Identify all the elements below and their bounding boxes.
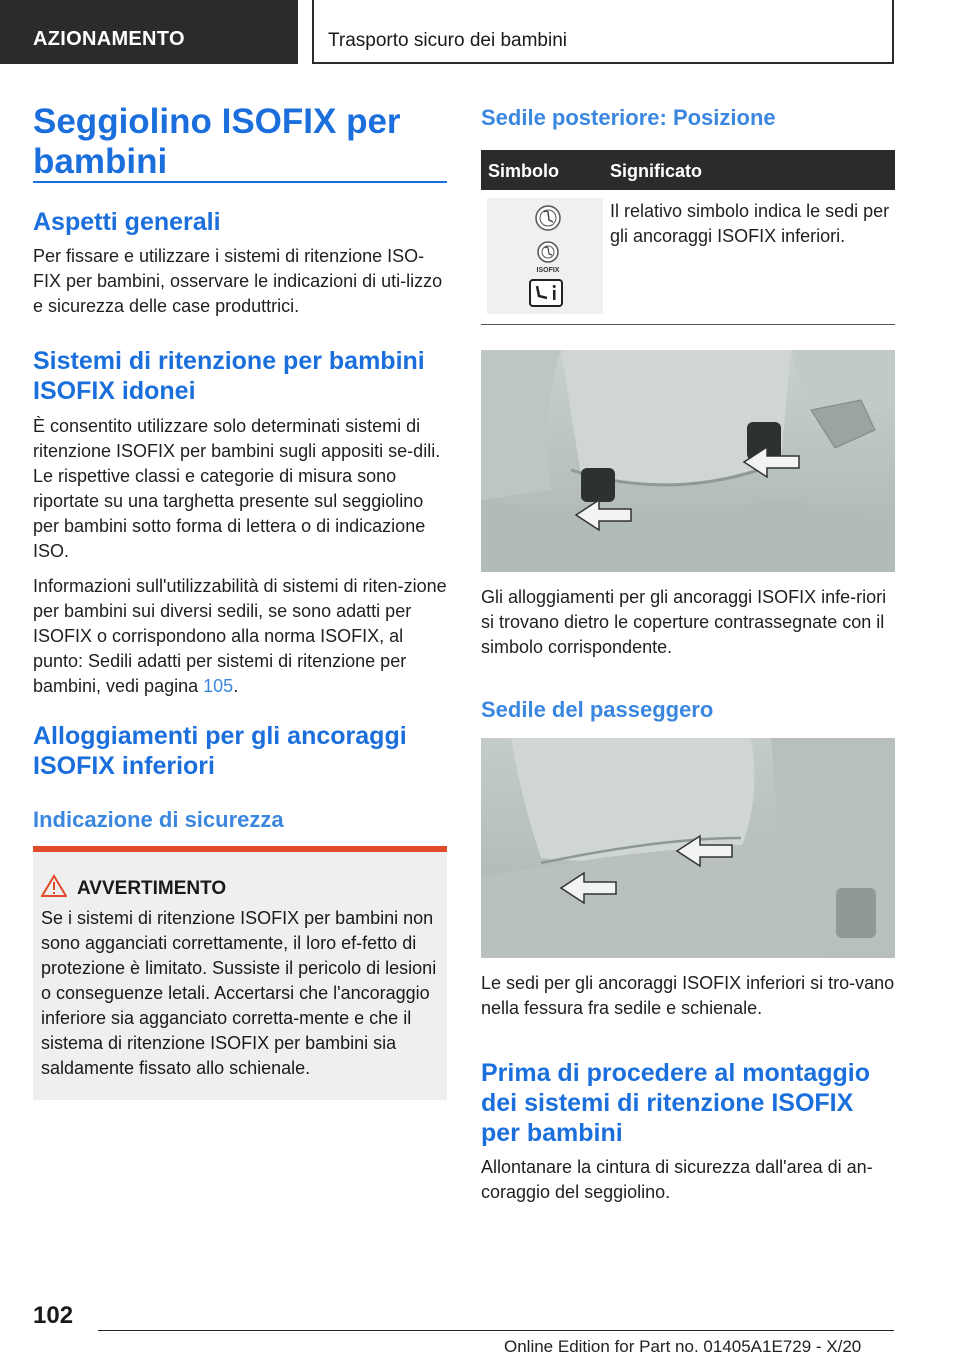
page-number: 102 bbox=[33, 1302, 74, 1329]
paragraph-sistemi-2 bbox=[33, 574, 447, 699]
page-reference-link[interactable]: 105 bbox=[203, 676, 234, 696]
heading-sistemi-idonei: Sistemi di ritenzione per bambini ISOFIX idonei bbox=[33, 347, 425, 405]
photo-passenger-seat bbox=[481, 738, 895, 958]
heading-sedile-posteriore: Sedile posteriore: Posizione bbox=[481, 105, 776, 130]
heading-sedile-passeggero: Sedile del passeggero bbox=[481, 697, 714, 722]
paragraph-sistemi-2-text: Informazioni sull'utilizzabilità di sistemi di riten-zione per bambini sui diversi sedili, se sono adatti per ISOFIX o corrispondono alla norma ISOFIX, al punto: Sedili adatti per sistemi di ritenzione per bambini, vedi pagina bbox=[33, 576, 447, 696]
header-chapter bbox=[312, 0, 894, 64]
warning-box bbox=[33, 846, 447, 1100]
isofix-label: ISOFIX bbox=[536, 267, 560, 274]
heading-aspetti-generali: Aspetti generali bbox=[33, 208, 221, 236]
table-row-meaning: Il relativo simbolo indica le sedi per gli ancoraggi ISOFIX inferiori. bbox=[610, 201, 890, 246]
paragraph-posteriore: Gli alloggiamenti per gli ancoraggi ISOFIX infe-riori si trovano dietro le coperture contrassegnate con il simbolo corrispondente. bbox=[481, 587, 887, 657]
table-col-symbol: Simbolo bbox=[488, 161, 559, 181]
header-section-label: AZIONAMENTO bbox=[33, 28, 185, 50]
title-divider bbox=[33, 181, 447, 183]
heading-prima-montaggio: Prima di procedere al montaggio dei sistemi di ritenzione ISOFIX per bambini bbox=[481, 1059, 870, 1147]
footer-edition: Online Edition for Part no. 01405A1E729 - X/20 bbox=[504, 1337, 862, 1356]
photo-rear-seat bbox=[481, 350, 895, 572]
paragraph-generali: Per fissare e utilizzare i sistemi di ritenzione ISO-FIX per bambini, osservare le indicazioni di uti-lizzo e sicurezza delle case produttrici. bbox=[33, 246, 443, 316]
warning-title: AVVERTIMENTO bbox=[77, 878, 227, 899]
page-title: Seggiolino ISOFIX per bambini bbox=[33, 102, 401, 181]
heading-alloggiamenti: Alloggiamenti per gli ancoraggi ISOFIX inferiori bbox=[33, 722, 407, 780]
paragraph-passeggero: Le sedi per gli ancoraggi ISOFIX inferiori si tro-vano nella fessura fra sedile e schienale. bbox=[481, 973, 895, 1018]
paragraph-sistemi-2-period: . bbox=[233, 676, 239, 696]
header-chapter-label: Trasporto sicuro dei bambini bbox=[328, 30, 568, 51]
warning-triangle-icon bbox=[41, 874, 67, 898]
table-header bbox=[481, 150, 895, 190]
isofix-symbols bbox=[487, 198, 603, 314]
table-col-meaning: Significato bbox=[610, 161, 703, 181]
paragraph-sistemi-1: È consentito utilizzare solo determinati sistemi di ritenzione ISOFIX per bambini sugli appositi se-dili. Le rispettive classi e categorie di misura sono riportate su una targhetta presente sul seggiolino per bambini sotto forma di lettera o di indicazione ISO. bbox=[33, 416, 441, 561]
paragraph-prima: Allontanare la cintura di sicurezza dall'area di an-coraggio del seggiolino. bbox=[481, 1157, 873, 1202]
header-section bbox=[0, 0, 298, 64]
isofix-seat-icon bbox=[487, 198, 603, 314]
table-bottom-rule bbox=[481, 324, 895, 325]
footer-divider bbox=[98, 1330, 894, 1331]
warning-text: Se i sistemi di ritenzione ISOFIX per bambini non sono agganciati correttamente, il loro ef-fetto di protezione è limitato. Sussiste il pericolo di lesioni o conseguenze letali. Accertarsi che l'ancoraggio inferiore sia agganciato corretta-mente e che il sistema di ritenzione ISOFIX per bambini sia saldamente fissato allo schienale. bbox=[41, 908, 437, 1078]
heading-indicazione-sicurezza: Indicazione di sicurezza bbox=[33, 807, 284, 832]
